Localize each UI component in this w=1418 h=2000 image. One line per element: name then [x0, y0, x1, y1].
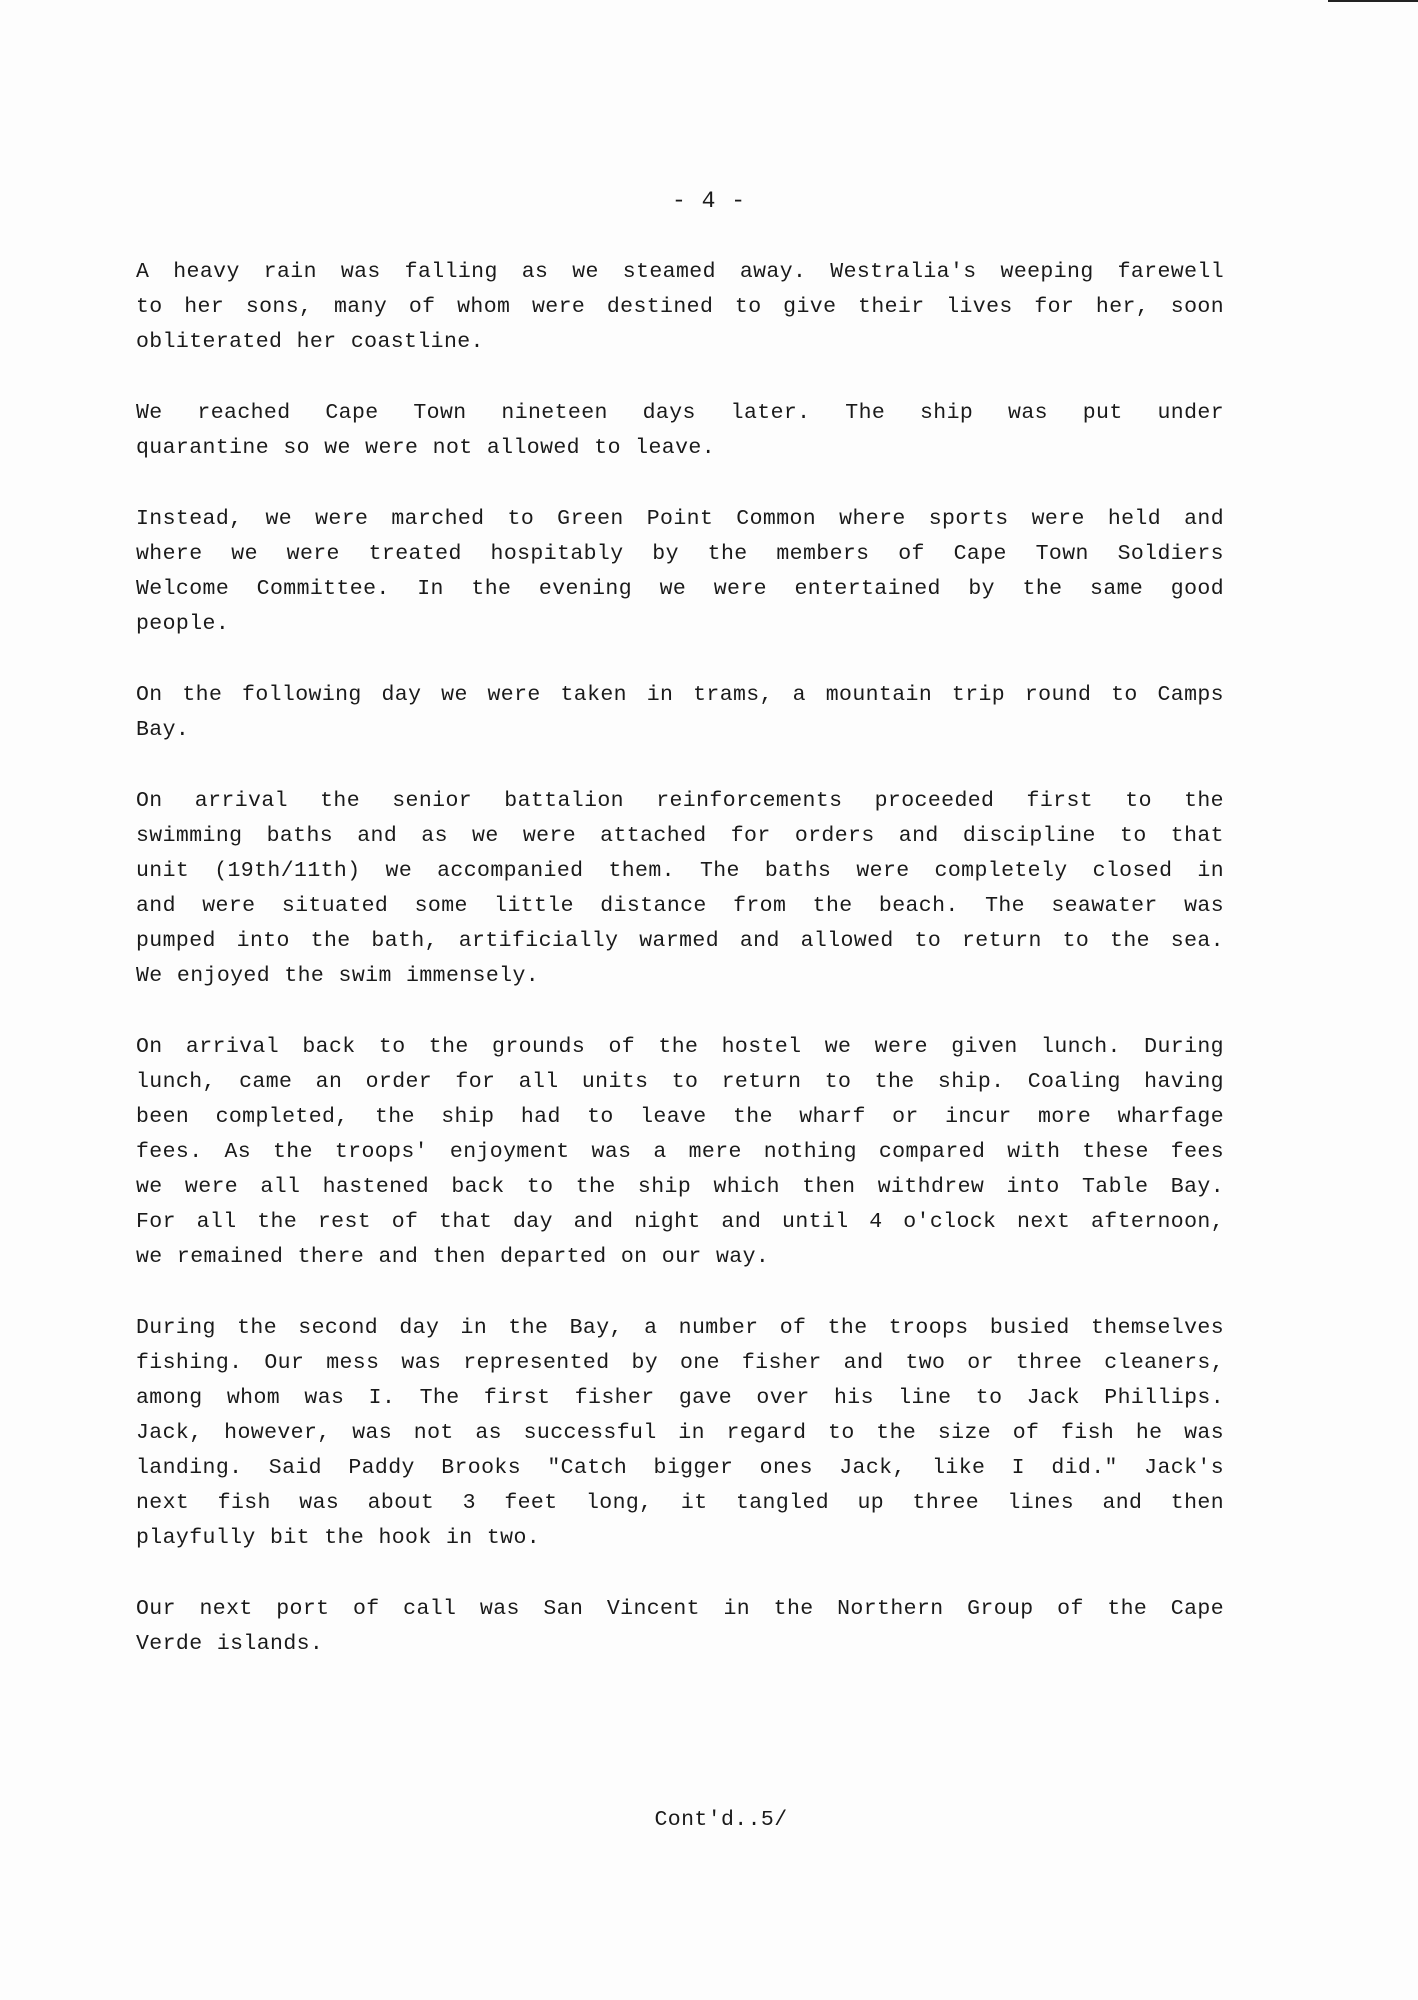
- text-line: lunch, came an order for all units to return to the ship. Coaling having: [136, 1070, 1224, 1094]
- text-line: obliterated her coastline.: [136, 330, 484, 354]
- text-line: we were all hastened back to the ship which then withdrew into Table Bay.: [136, 1175, 1224, 1199]
- continuation-note: Cont'd..5/: [654, 1808, 788, 1832]
- page-number: - 4 -: [671, 188, 746, 214]
- text-line: Bay.: [136, 718, 190, 742]
- text-line: We reached Cape Town nineteen days later. The ship was put under: [136, 401, 1224, 425]
- text-line: among whom was I. The first fisher gave over his line to Jack Phillips.: [136, 1386, 1224, 1410]
- text-line: On arrival the senior battalion reinforcements proceeded first to the: [136, 789, 1224, 813]
- paragraph: [136, 1311, 1224, 1556]
- text-line: During the second day in the Bay, a number of the troops busied themselves: [136, 1316, 1224, 1340]
- text-line: fishing. Our mess was represented by one fisher and two or three cleaners,: [136, 1351, 1224, 1375]
- text-line: people.: [136, 612, 230, 636]
- text-line: On the following day we were taken in trams, a mountain trip round to Camps: [136, 683, 1224, 707]
- text-line: Jack, however, was not as successful in regard to the size of fish he was: [136, 1421, 1224, 1445]
- text-line: unit (19th/11th) we accompanied them. The baths were completely closed in: [136, 859, 1224, 883]
- paragraph: [136, 1592, 1224, 1662]
- text-line: Instead, we were marched to Green Point Common where sports were held and: [136, 507, 1224, 531]
- text-line: Welcome Committee. In the evening we were entertained by the same good: [136, 577, 1224, 601]
- paragraph: [136, 396, 1224, 466]
- paragraph: [136, 502, 1224, 642]
- paragraph: [136, 255, 1224, 360]
- text-line: been completed, the ship had to leave the wharf or incur more wharfage: [136, 1105, 1224, 1129]
- scan-edge-mark: [1328, 0, 1418, 8]
- text-line: next fish was about 3 feet long, it tangled up three lines and then: [136, 1491, 1224, 1515]
- text-line: For all the rest of that day and night and until 4 o'clock next afternoon,: [136, 1210, 1224, 1234]
- paragraph: [136, 1030, 1224, 1275]
- text-line: and were situated some little distance from the beach. The seawater was: [136, 894, 1224, 918]
- text-line: pumped into the bath, artificially warmed and allowed to return to the sea.: [136, 929, 1224, 953]
- text-line: On arrival back to the grounds of the hostel we were given lunch. During: [136, 1035, 1224, 1059]
- text-line: Our next port of call was San Vincent in the Northern Group of the Cape: [136, 1597, 1224, 1621]
- text-line: we remained there and then departed on our way.: [136, 1245, 770, 1269]
- text-line: Verde islands.: [136, 1632, 324, 1656]
- body-text: [136, 255, 1224, 1698]
- text-line: fees. As the troops' enjoyment was a mere nothing compared with these fees: [136, 1140, 1224, 1164]
- text-line: landing. Said Paddy Brooks "Catch bigger ones Jack, like I did." Jack's: [136, 1456, 1224, 1480]
- paragraph: [136, 784, 1224, 994]
- paragraph: [136, 678, 1224, 748]
- text-line: We enjoyed the swim immensely.: [136, 964, 540, 988]
- text-line: playfully bit the hook in two.: [136, 1526, 541, 1550]
- text-line: to her sons, many of whom were destined to give their lives for her, soon: [136, 295, 1224, 319]
- text-line: quarantine so we were not allowed to leave.: [136, 436, 715, 460]
- text-line: A heavy rain was falling as we steamed away. Westralia's weeping farewell: [136, 260, 1224, 284]
- text-line: where we were treated hospitably by the members of Cape Town Soldiers: [136, 542, 1224, 566]
- text-line: swimming baths and as we were attached for orders and discipline to that: [136, 824, 1224, 848]
